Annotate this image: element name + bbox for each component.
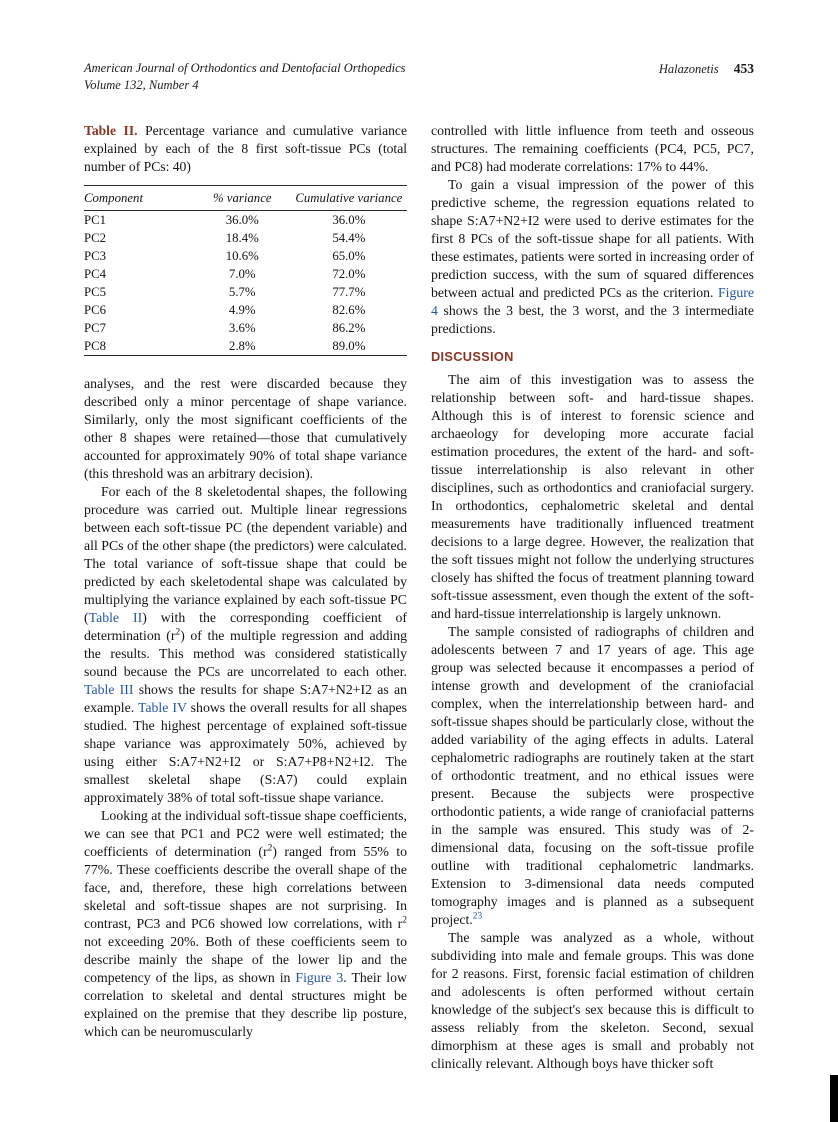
journal-info [84,60,406,94]
table-row [84,247,407,265]
table-cell: PC6 [84,303,107,317]
paragraph [84,375,407,483]
table-label: Table II. [84,123,138,138]
paragraph [84,807,407,1041]
right-column [431,122,754,1073]
table-caption-text: Percentage variance and cumulative variance explained by each of the 8 first soft-tissue PCs (total number of PCs: 40) [84,123,407,174]
text-run: Looking at the individual soft-tissue shape coefficients, we can see that PC1 and PC2 were well estimated; the coefficients of determination (r [84,808,407,859]
text-run: analyses, and the rest were discarded because they described only a minor percentage of shape variance. Similarly, only the most significant coefficients of the other 8 shapes were retained—those that cumulatively accounted for approximately 90% of total shape variance (this threshold was an arbitrary decision). [84,376,407,481]
paragraph [431,929,754,1073]
table-cell: 2.8% [228,339,256,353]
text-run: not exceeding 20%. Both of these coefficients seem to describe mainly the shape of the lower lip and the competency of the lips, as shown in [84,934,407,985]
paragraph [431,371,754,623]
text-run: shows the 3 best, the 3 worst, and the 3 intermediate predictions. [431,303,754,336]
text-run: . Their low correlation to skeletal and dental structures might be explained on the premise that they describe lip posture, which can be neuromuscularly [84,970,407,1039]
paragraph [431,122,754,176]
table-2-block [84,122,407,356]
table-cell: 4.9% [228,303,256,317]
cross-reference-link[interactable]: Table II [88,610,143,625]
left-column [84,122,407,1073]
table-cell: 36.0% [332,213,366,227]
table-cell: 77.7% [332,285,366,299]
text-run: ) of the multiple regression and adding the results. This method was considered statistically sound because the PCs are uncorrelated to each other. [84,628,407,679]
journal-title: American Journal of Orthodontics and Dentofacial Orthopedics [84,61,406,75]
author-page-line [659,60,754,78]
discussion-heading: DISCUSSION [431,349,514,364]
table-cell: 10.6% [225,249,259,263]
article-body [84,122,754,1073]
table-row [84,265,407,283]
paragraph [84,483,407,807]
table-cell: PC4 [84,267,107,281]
table-row [84,301,407,319]
table-body [84,211,407,356]
col-header-component: Component [84,186,194,211]
table-row [84,211,407,230]
cross-reference-link[interactable]: Figure 4 [431,285,754,318]
text-run: The sample consisted of radiographs of children and adolescents between 7 and 17 years of age. This age group was selected because it encompasses a period of intense growth and development of the craniofacial complex, when the interrelationship between hard- and soft-tissue shapes should be particularly close, without the added variability of the aging effects in adults. Lateral cephalometric radiographs are routinely taken at the start of orthodontic treatment, and no ethical issues were present. Because the subjects were prospective orthodontic patients, a wide range of craniofacial patterns in the sample was ensured. This study was of 2-dimensional data, focusing on the soft-tissue profile outline with traditional cephalometric landmarks. Extension to 3-dimensional data needs computed tomography images and is planned as a subsequent project. [431,624,754,927]
table-cell: PC7 [84,321,107,335]
paragraph [431,176,754,338]
table-cell: 18.4% [225,231,259,245]
text-run: The aim of this investigation was to assess the relationship between soft- and hard-tissue shapes. Although this is of interest to forensic science and archaeology for developing more accurate facial estimation procedures, the extent of the hard- and soft-tissue interrelationship is also relevant in other disciplines, such as orthodontics and craniofacial surgery. In orthodontics, cephalometric skeletal and dental measurements have traditionally influenced treatment decisions to a large degree. However, the realization that the soft tissues might not follow the underlying structures closely has shifted the focus of treatment planning toward soft-tissue assessment, even though the extent of the soft- and hard-tissue interrelationship is largely unknown. [431,372,754,621]
reference-citation-link[interactable]: 23 [472,911,483,922]
table-cell: 86.2% [332,321,366,335]
text-run: controlled with little influence from teeth and osseous structures. The remaining coefficients (PC4, PC5, PC7, and PC8) had moderate correlations: 17% to 44%. [431,123,754,174]
scan-artifact-mark [830,1075,838,1122]
left-column-text [84,375,407,1041]
table-cell: 36.0% [225,213,259,227]
right-column-text-top [431,122,754,338]
table-cell: 65.0% [332,249,366,263]
text-run: To gain a visual impression of the power of this predictive scheme, the regression equations related to shape S:A7+N2+I2 were used to derive estimates for the first 8 PCs of the soft-tissue shape for all patients. With these estimates, patients were sorted in increasing order of prediction success, with the sum of squared differences between actual and predicted PCs as the criterion. [431,177,754,300]
table-row [84,319,407,337]
table-cell: 89.0% [332,339,366,353]
right-column-text-bottom [431,371,754,1073]
table-cell: PC3 [84,249,107,263]
variance-table [84,185,407,356]
text-run: ) ranged from 55% to 77%. These coefficients describe the overall shape of the face, and, therefore, these high correlations between skeletal and soft-tissue shapes are not surprising. In contrast, PC3 and PC6 showed low correlations, with r [84,844,407,931]
table-cell: 7.0% [228,267,256,281]
superscript: 2 [402,915,407,926]
text-run: The sample was analyzed as a whole, without subdividing into male and female groups. This was done for 2 reasons. First, forensic facial estimation of children and adolescents is often performed without certain knowledge of the subject's sex because this is difficult to assess reliably from the skeleton. Second, sexual dimorphism at these ages is small and probably not clinically relevant. Although boys have thicker soft [431,930,754,1071]
running-head [84,60,754,94]
table-cell: PC5 [84,285,107,299]
superscript: 2 [267,843,273,854]
text-run: For each of the 8 skeletodental shapes, the following procedure was carried out. Multiple linear regressions between each soft-tissue PC (the dependent variable) and all PCs of the other shape (the predictors) were calculated. The total variance of soft-tissue shape that could be predicted by each skeletodental shape was calculated by multiplying the variance explained by each soft-tissue PC ( [84,484,407,625]
journal-volume-line: Volume 132, Number 4 [84,78,199,92]
table-row [84,229,407,247]
table-cell: 5.7% [228,285,256,299]
table-row [84,283,407,301]
table-row [84,337,407,356]
table-cell: PC2 [84,231,107,245]
table-cell: 82.6% [332,303,366,317]
table-cell: 3.6% [228,321,256,335]
text-run: ) with the corresponding coefficient of determination (r [84,610,407,643]
author-name: Halazonetis [658,62,719,76]
paragraph [431,623,754,929]
table-cell: PC8 [84,339,107,353]
table-cell: 54.4% [332,231,366,245]
cross-reference-link[interactable]: Table III [84,682,134,697]
text-run: shows the results for shape S:A7+N2+I2 as an example. [84,682,407,715]
cross-reference-link[interactable]: Figure 3 [295,970,344,985]
table-cell: 72.0% [332,267,366,281]
cross-reference-link[interactable]: Table IV [137,700,187,715]
table-cell: PC1 [84,213,107,227]
text-run: shows the overall results for all shapes studied. The highest percentage of explained soft-tissue shape variance was approximately 50%, achieved by using either S:A7+N2+I2 or S:A7+P8+N2+I2. The smallest skeletal shape (S:A7) could explain approximately 38% of total soft-tissue shape variance. [84,700,407,805]
page-number: 453 [733,61,754,76]
col-header-cumulative: Cumulative variance [291,186,407,211]
table-caption [84,122,407,176]
superscript: 2 [175,627,181,638]
col-header-variance: % variance [194,186,291,211]
table-header [84,186,407,211]
